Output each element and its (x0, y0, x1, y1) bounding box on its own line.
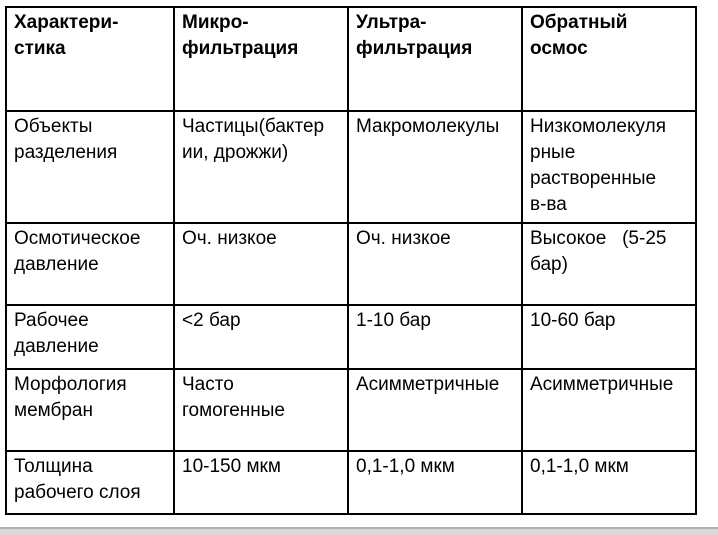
table-cell (174, 451, 348, 514)
cell-text-line: 0,1-1,0 мкм (530, 456, 629, 477)
table-cell (522, 451, 696, 514)
cell-text-line: растворенные (530, 168, 657, 189)
cell-text-line: рабочего слоя (14, 482, 141, 503)
header-microfiltration (174, 7, 348, 111)
cell-text-line: 1-10 бар (356, 310, 431, 331)
cell-text-line: рные (530, 142, 576, 163)
cell-text-line: Осмотическое (14, 228, 141, 249)
table-header-row (6, 7, 696, 111)
header-text-line: осмос (530, 38, 588, 59)
table-cell (174, 223, 348, 305)
table-cell (348, 223, 522, 305)
cell-text-line: Объекты (14, 116, 93, 137)
cell-text-line: <2 бар (182, 310, 241, 331)
table-cell (522, 369, 696, 451)
table-cell (174, 369, 348, 451)
table-cell (348, 305, 522, 369)
header-text-line: Ультра- (356, 12, 427, 33)
row-label-cell (6, 223, 174, 305)
cell-text-line: Асимметричные (356, 374, 500, 395)
cell-text-line: Рабочее (14, 310, 89, 331)
cell-text-line: Асимметричные (530, 374, 674, 395)
table-row (6, 305, 696, 369)
table-cell (174, 111, 348, 223)
bottom-border-strip (0, 527, 718, 535)
cell-text-line: гомогенные (182, 400, 285, 421)
cell-text-line: бар) (530, 254, 568, 275)
row-label-cell (6, 369, 174, 451)
membrane-comparison-table (5, 6, 697, 515)
table-row (6, 451, 696, 514)
cropped-title-remnant (8, 0, 608, 2)
bottom-border-line (0, 527, 718, 529)
cell-text-line: Оч. низкое (182, 228, 277, 249)
cell-text-line: 0,1-1,0 мкм (356, 456, 455, 477)
cell-text-line: Макромолекулы (356, 116, 500, 137)
header-text-line: Характери- (14, 12, 119, 33)
cell-text-line: 10-150 мкм (182, 456, 281, 477)
cell-text-line: давление (14, 254, 99, 275)
table-cell (174, 305, 348, 369)
cell-text-line: Высокое (5-25 (530, 228, 667, 249)
cell-text-line: Оч. низкое (356, 228, 451, 249)
cell-text-line: Морфология (14, 374, 127, 395)
cell-text-line: давление (14, 336, 99, 357)
header-ultrafiltration (348, 7, 522, 111)
header-reverse-osmosis (522, 7, 696, 111)
cell-text-line: разделения (14, 142, 118, 163)
table-cell (348, 451, 522, 514)
cell-text-line: Толщина (14, 456, 93, 477)
cell-text-line: Часто (182, 374, 234, 395)
header-text-line: Микро- (182, 12, 249, 33)
header-text-line: фильтрация (356, 38, 473, 59)
table-cell (348, 369, 522, 451)
header-text-line: стика (14, 38, 66, 59)
row-label-cell (6, 451, 174, 514)
row-label-cell (6, 111, 174, 223)
cell-text-line: Частицы(бактер (182, 116, 325, 137)
cell-text-line: мембран (14, 400, 93, 421)
header-text-line: фильтрация (182, 38, 299, 59)
cell-text-line: Низкомолекуля (530, 116, 666, 137)
table-row (6, 111, 696, 223)
cell-text-line: 10-60 бар (530, 310, 616, 331)
table-cell (522, 223, 696, 305)
cell-text-line: в-ва (530, 194, 567, 215)
row-label-cell (6, 305, 174, 369)
header-text-line: Обратный (530, 12, 628, 33)
table-row (6, 223, 696, 305)
table-cell (348, 111, 522, 223)
cell-text-line: ии, дрожжи) (182, 142, 289, 163)
table-cell (522, 111, 696, 223)
table-row (6, 369, 696, 451)
header-characteristic (6, 7, 174, 111)
table-cell (522, 305, 696, 369)
